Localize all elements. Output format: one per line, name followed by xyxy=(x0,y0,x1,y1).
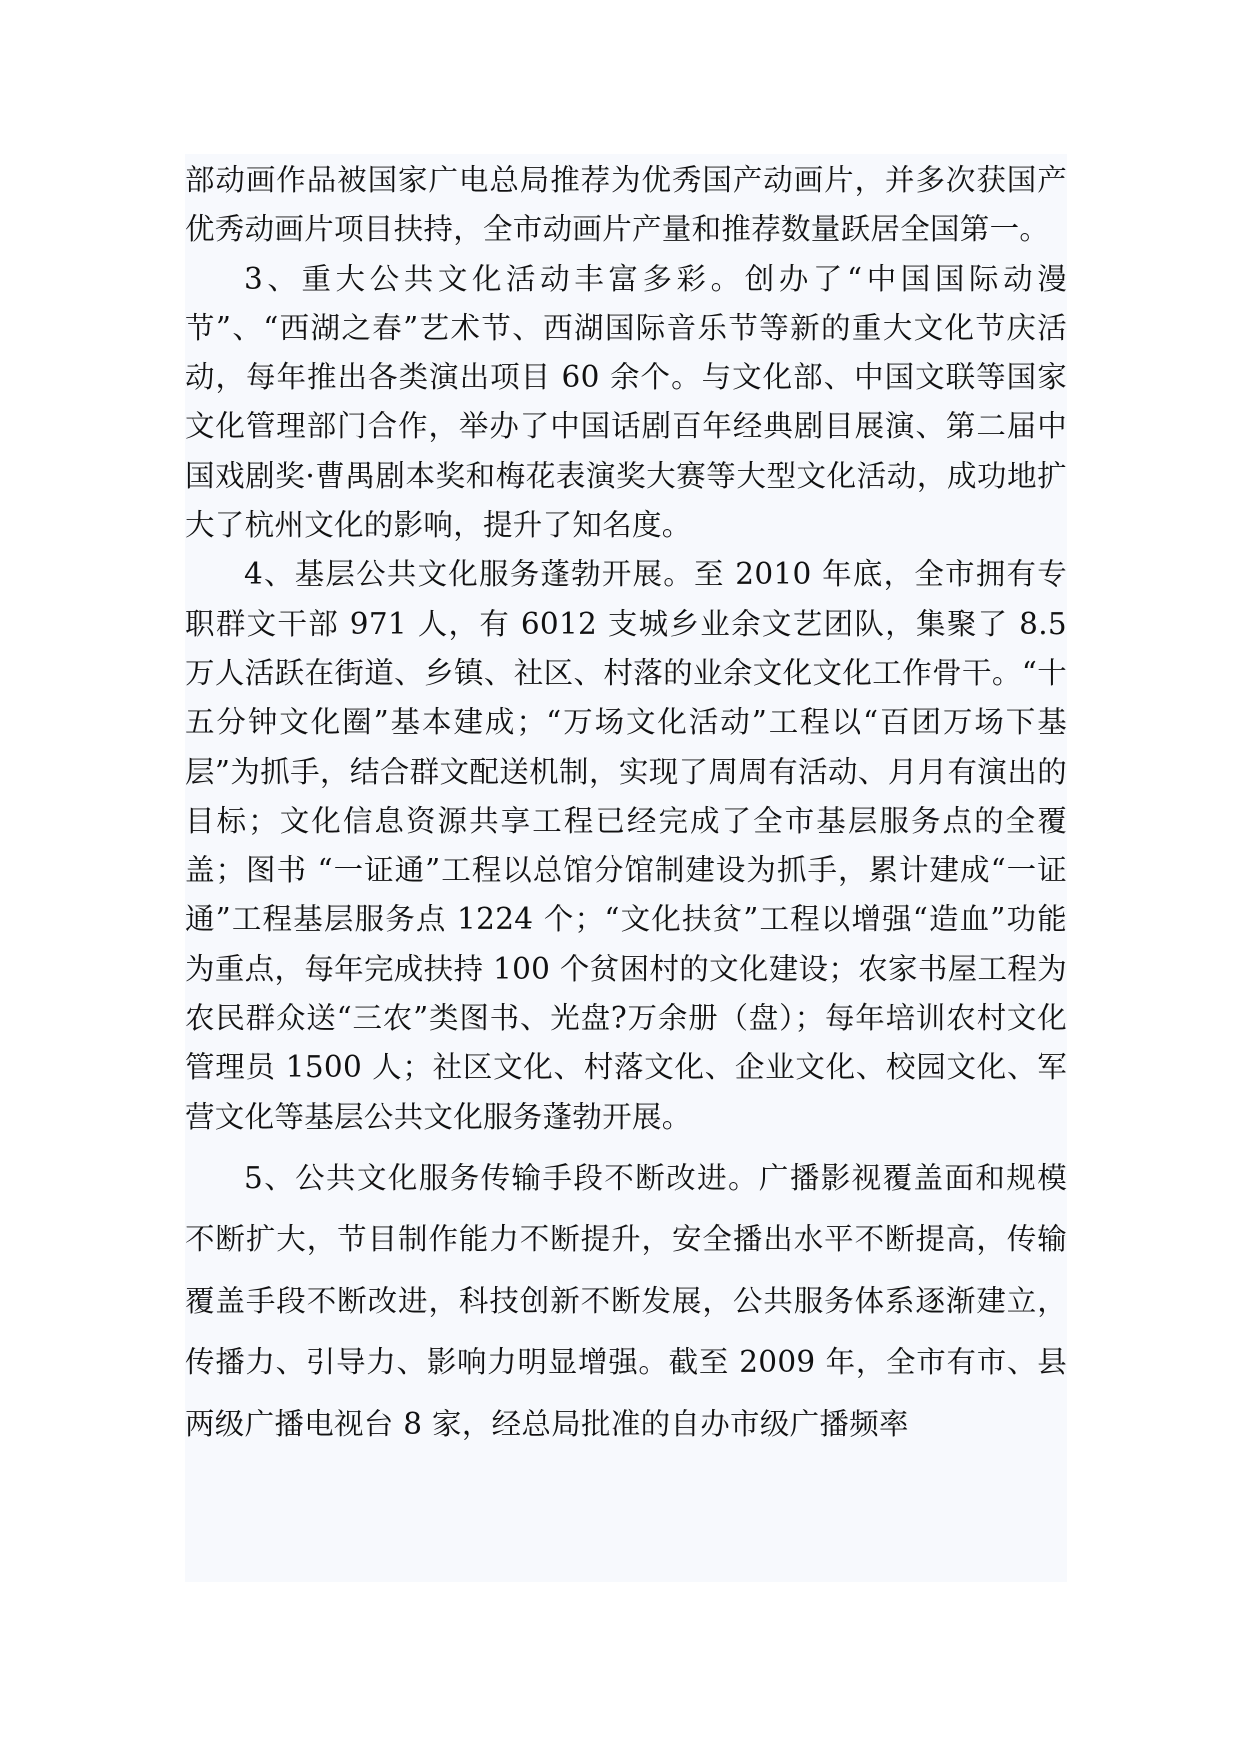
document-body xyxy=(185,154,1067,1582)
paragraph-5-transmission: 5、公共文化服务传输手段不断改进。广播影视覆盖面和规模不断扩大，节目制作能力不断提升，安全播出水平不断提高，传输覆盖手段不断改进，科技创新不断发展，公共服务体系逐渐建立，传播力、引导力、影响力明显增强。截至 2009 年，全市有市、县两级广播电视台 8 家，经总局批准的自办市级广播频率 xyxy=(185,1160,1067,1441)
paragraph-4-grassroots-services: 4、基层公共文化服务蓬勃开展。至 2010 年底，全市拥有专职群文干部 971 人，有 6012 支城乡业余文艺团队，集聚了 8.5 万人活跃在街道、乡镇、社区、村落的业余文化文化工作骨干。“十五分钟文化圈”基本建成；“万场文化活动”工程以“百团万场下基层”为抓手，结合群文配送机制，实现了周周有活动、月月有演出的目标；文化信息资源共享工程已经完成了全市基层服务点的全覆盖；图书 “一证通”工程以总馆分馆制建设为抓手，累计建成“一证通”工程基层服务点 1224 个；“文化扶贫”工程以增强“造血”功能为重点，每年完成扶持 100 个贫困村的文化建设；农家书屋工程为农民群众送“三农”类图书、光盘?万余册（盘）；每年培训农村文化管理员 1500 人；社区文化、村落文化、企业文化、校园文化、军营文化等基层公共文化服务蓬勃开展。 xyxy=(185,557,1067,1134)
paragraph-animation-continued: 部动画作品被国家广电总局推荐为优秀国产动画片，并多次获国产优秀动画片项目扶持，全市动画片产量和推荐数量跃居全国第一。 xyxy=(185,163,1067,247)
paragraph-3-cultural-events: 3、重大公共文化活动丰富多彩。创办了“中国国际动漫节”、“西湖之春”艺术节、西湖国际音乐节等新的重大文化节庆活动，每年推出各类演出项目 60 余个。与文化部、中国文联等国家文化管理部门合作，举办了中国话剧百年经典剧目展演、第二届中国戏剧奖·曹禺剧本奖和梅花表演奖大赛等大型文化活动，成功地扩大了杭州文化的影响，提升了知名度。 xyxy=(185,261,1067,543)
